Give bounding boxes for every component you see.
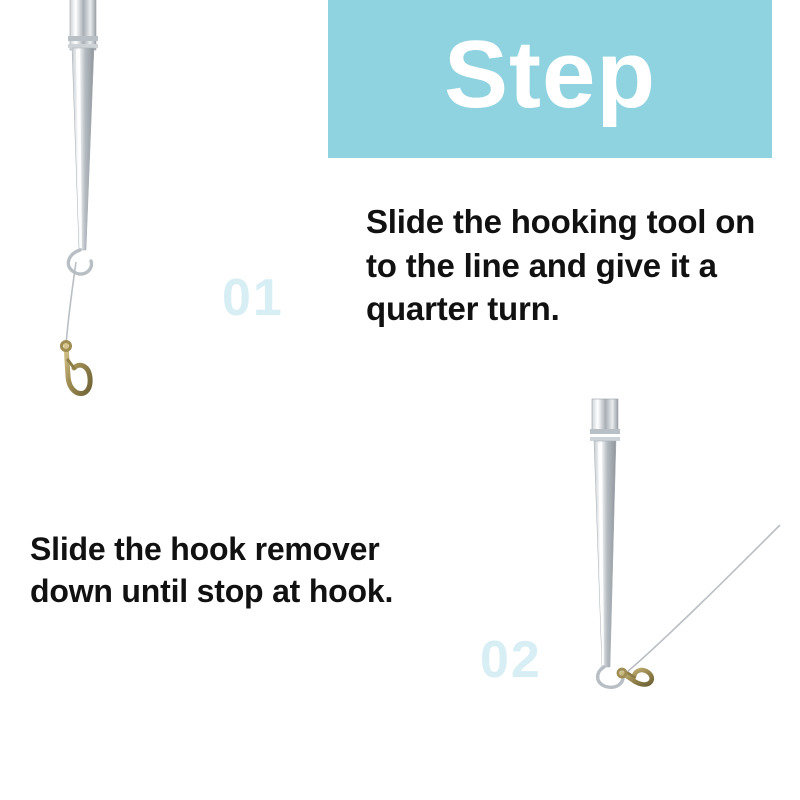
step-number-02: 02 xyxy=(480,631,542,689)
step-01-instruction: Slide the hooking tool on to the line and give it a quarter turn. xyxy=(366,203,756,328)
step-number-01: 01 xyxy=(222,269,284,327)
step-banner-label: Step xyxy=(443,21,657,128)
hooking-tool-with-hook-photo xyxy=(0,0,330,430)
step-banner xyxy=(328,0,772,158)
hook-remover-on-line-photo xyxy=(530,385,800,715)
hook-remover-illustration xyxy=(530,385,800,715)
hooking-tool-illustration xyxy=(0,0,330,430)
step-02-instruction: Slide the hook remover down until stop at hook. xyxy=(30,531,394,610)
